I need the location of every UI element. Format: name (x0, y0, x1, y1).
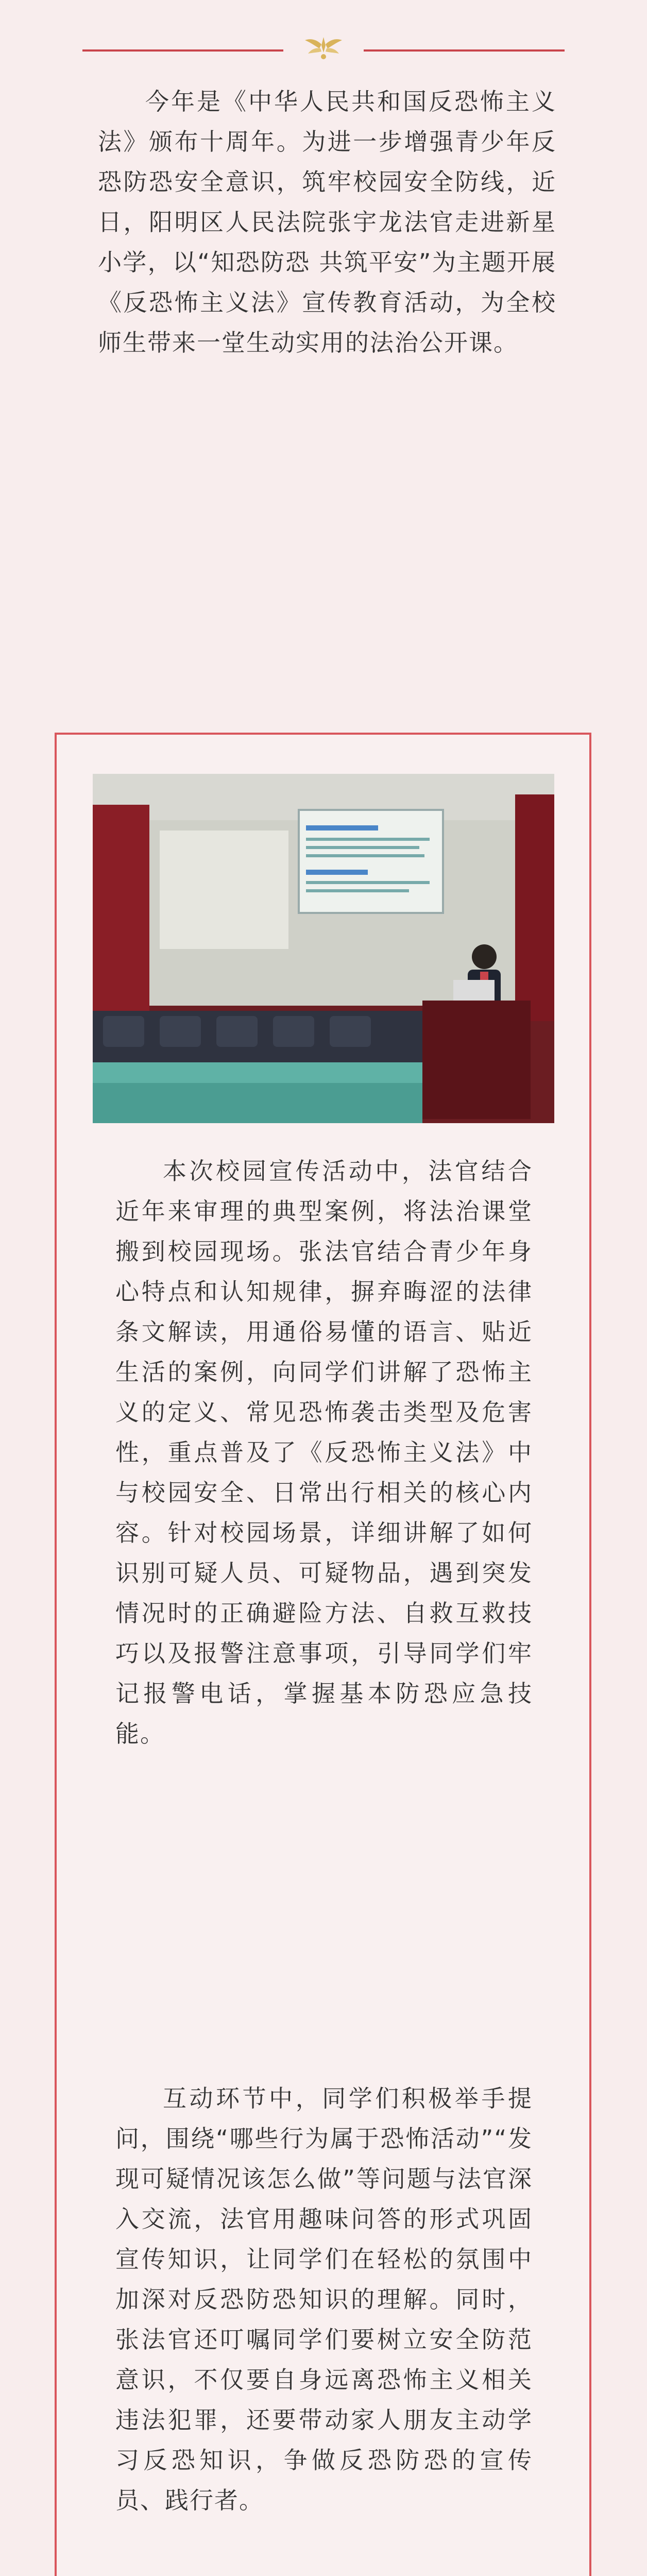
header-divider-left (82, 49, 283, 52)
intro-paragraph: 今年是《中华人民共和国反恐怖主义法》颁布十周年。为进一步增强青少年反恐防恐安全意识，筑牢校园安全防线，近日，阳明区人民法院张宇龙法官走进新星小学，以“知恐防恐 共筑平安”为主题开展《反恐怖主义法》宣传教育活动，为全校师生带来一堂生动实用的法治公开课。 (98, 88, 556, 357)
body-paragraph-2 (115, 2078, 533, 2520)
body-paragraph-1 (115, 1151, 533, 1754)
lecture-photo (93, 774, 554, 1123)
gold-wings-emblem-icon (304, 32, 343, 63)
paragraph-text: 本次校园宣传活动中，法官结合近年来审理的典型案例，将法治课堂搬到校园现场。张法官结合青少年身心特点和认知规律，摒弃晦涩的法律条文解读，用通俗易懂的语言、贴近生活的案例，向同学们讲解了恐怖主义的定义、常见恐怖袭击类型及危害性，重点普及了《反恐怖主义法》中与校园安全、日常出行相关的核心内容。针对校园场景，详细讲解了如何识别可疑人员、可疑物品，遇到突发情况时的正确避险方法、自救互救技巧以及报警注意事项，引导同学们牢记报警电话，掌握基本防恐应急技能。 (115, 1157, 533, 1748)
paragraph-text: 互动环节中，同学们积极举手提问，围绕“哪些行为属于恐怖活动”“发现可疑情况该怎么做”等问题与法官深入交流，法官用趣味问答的形式巩固宣传知识，让同学们在轻松的氛围中加深对反恐防恐知识的理解。同时，张法官还叮嘱同学们要树立安全防范意识，不仅要自身远离恐怖主义相关违法犯罪，还要带动家人朋友主动学习反恐知识，争做反恐防恐的宣传员、践行者。 (115, 2084, 533, 2514)
header-ornament (82, 32, 565, 63)
lecture-photo-image (93, 774, 554, 1123)
header-divider-right (364, 49, 565, 52)
article-card (55, 733, 591, 2576)
